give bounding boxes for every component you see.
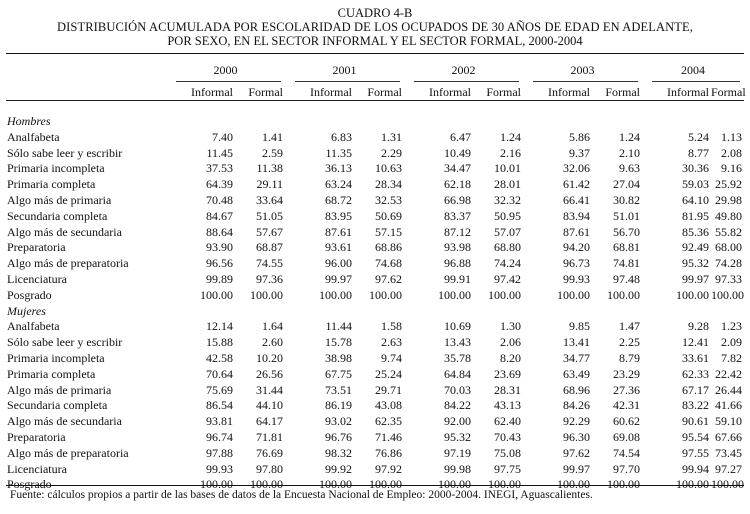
value-cell: 29.11 (256, 177, 283, 192)
value-cell: 100.00 (438, 477, 471, 492)
value-cell: 41.66 (715, 398, 743, 413)
sub-header-informal: Informal (429, 85, 471, 99)
value-cell: 57.67 (256, 224, 283, 239)
table-row (6, 240, 744, 256)
value-cell: 62.35 (375, 414, 402, 429)
value-cell: 99.91 (444, 271, 471, 286)
row-label: Posgrado (7, 287, 52, 302)
value-cell: 1.41 (262, 129, 283, 144)
value-cell: 10.20 (256, 350, 283, 365)
value-cell: 99.92 (325, 461, 352, 476)
year-underline (295, 81, 400, 82)
value-cell: 25.92 (715, 177, 743, 192)
value-cell: 93.98 (444, 240, 471, 255)
value-cell: 43.08 (375, 398, 402, 413)
value-cell: 97.62 (563, 445, 590, 460)
value-cell: 99.93 (206, 461, 233, 476)
value-cell: 10.01 (494, 161, 521, 176)
value-cell: 66.41 (563, 192, 590, 207)
value-cell: 63.24 (325, 177, 352, 192)
row-label: Posgrado (7, 477, 52, 492)
row-label: Sólo sabe leer y escribir (7, 335, 123, 350)
sub-header-informal: Informal (310, 85, 352, 99)
value-cell: 2.63 (381, 335, 402, 350)
value-cell: 61.42 (563, 177, 590, 192)
value-cell: 87.61 (563, 224, 590, 239)
value-cell: 22.42 (715, 366, 743, 381)
table-row (6, 414, 744, 430)
value-cell: 1.30 (500, 319, 521, 334)
value-cell: 68.00 (715, 240, 743, 255)
value-cell: 97.19 (444, 445, 471, 460)
value-cell: 71.81 (256, 429, 283, 444)
value-cell: 97.70 (613, 461, 640, 476)
source-footnote: Fuente: cálculos propios a partir de las bases de datos de la Encuesta Nacional de Empleo: 2000-2004. INEGI, Aguascalientes. (10, 489, 593, 501)
row-label: Analfabeta (7, 319, 60, 334)
sub-header-formal: Formal (711, 85, 746, 99)
table-title: DISTRIBUCIÓN ACUMULADA POR ESCOLARIDAD DE LOS OCUPADOS DE 30 AÑOS DE EDAD EN ADELANTE, (57, 20, 693, 34)
row-label: Analfabeta (7, 129, 60, 144)
value-cell: 93.81 (206, 414, 233, 429)
value-cell: 96.74 (206, 429, 233, 444)
value-cell: 28.34 (375, 177, 402, 192)
value-cell: 42.31 (613, 398, 640, 413)
value-cell: 35.78 (444, 350, 471, 365)
value-cell: 32.32 (494, 192, 521, 207)
value-cell: 67.75 (325, 366, 352, 381)
value-cell: 71.46 (375, 429, 402, 444)
value-cell: 34.77 (563, 350, 590, 365)
value-cell: 33.61 (682, 350, 709, 365)
value-cell: 100.00 (369, 287, 402, 302)
value-cell: 68.86 (375, 240, 402, 255)
value-cell: 62.40 (494, 414, 521, 429)
value-cell: 97.42 (494, 271, 521, 286)
table-row (6, 351, 744, 367)
value-cell: 100.00 (488, 287, 521, 302)
value-cell: 9.16 (721, 161, 743, 176)
value-cell: 2.60 (262, 335, 283, 350)
sub-header-formal: Formal (367, 85, 402, 99)
value-cell: 57.07 (494, 224, 521, 239)
value-cell: 26.56 (256, 366, 283, 381)
value-cell: 43.13 (494, 398, 521, 413)
value-cell: 96.76 (325, 429, 352, 444)
row-label: Sólo sabe leer y escribir (7, 145, 123, 160)
value-cell: 1.64 (262, 319, 283, 334)
value-cell: 55.82 (715, 224, 743, 239)
section-row (6, 114, 744, 130)
value-cell: 84.26 (563, 398, 590, 413)
value-cell: 97.88 (206, 445, 233, 460)
data-table (6, 114, 744, 493)
sub-header-informal: Informal (191, 85, 233, 99)
value-cell: 68.96 (563, 382, 590, 397)
value-cell: 2.16 (500, 145, 521, 160)
value-cell: 96.88 (444, 256, 471, 271)
year-header-2000: 2000 (213, 63, 238, 77)
value-cell: 69.08 (613, 429, 640, 444)
value-cell: 57.15 (375, 224, 402, 239)
value-cell: 34.47 (444, 161, 471, 176)
value-cell: 100.00 (200, 477, 233, 492)
value-cell: 99.97 (563, 461, 590, 476)
row-label: Algo más de primaria (7, 382, 112, 397)
value-cell: 5.86 (569, 129, 590, 144)
value-cell: 100.00 (607, 477, 640, 492)
value-cell: 64.10 (682, 192, 709, 207)
value-cell: 30.82 (613, 192, 640, 207)
value-cell: 74.54 (613, 445, 640, 460)
value-cell: 70.43 (494, 429, 521, 444)
row-label: Licenciatura (7, 271, 67, 286)
year-header-2002: 2002 (451, 63, 476, 77)
value-cell: 87.12 (444, 224, 471, 239)
sub-header-informal: Informal (667, 85, 709, 99)
value-cell: 2.25 (619, 335, 640, 350)
value-cell: 99.93 (563, 271, 590, 286)
value-cell: 99.97 (682, 271, 709, 286)
value-cell: 67.17 (682, 382, 709, 397)
value-cell: 100.00 (488, 477, 521, 492)
value-cell: 92.29 (563, 414, 590, 429)
value-cell: 99.97 (325, 271, 352, 286)
table-number: CUADRO 4-B (337, 6, 413, 20)
value-cell: 10.49 (444, 145, 471, 160)
value-cell: 11.44 (325, 319, 352, 334)
value-cell: 9.37 (569, 145, 590, 160)
value-cell: 9.85 (569, 319, 590, 334)
value-cell: 31.44 (256, 382, 283, 397)
value-cell: 6.83 (331, 129, 352, 144)
row-label: Secundaria completa (7, 398, 108, 413)
value-cell: 100.00 (711, 287, 744, 302)
value-cell: 96.00 (325, 256, 352, 271)
value-cell: 2.59 (262, 145, 283, 160)
row-label: Algo más de primaria (7, 192, 112, 207)
value-cell: 96.73 (563, 256, 590, 271)
value-cell: 68.81 (613, 240, 640, 255)
value-cell: 87.61 (325, 224, 352, 239)
value-cell: 1.58 (381, 319, 402, 334)
value-cell: 74.81 (613, 256, 640, 271)
row-label: Preparatoria (7, 429, 66, 444)
table-body (6, 114, 744, 493)
value-cell: 2.06 (500, 335, 521, 350)
value-cell: 83.22 (682, 398, 709, 413)
table-row (6, 161, 744, 177)
value-cell: 100.00 (319, 477, 352, 492)
year-header-2001: 2001 (332, 63, 357, 77)
table-row (6, 367, 744, 383)
section-label: Hombres (7, 114, 51, 128)
value-cell: 30.36 (682, 161, 709, 176)
value-cell: 25.24 (375, 366, 402, 381)
value-cell: 33.64 (256, 192, 283, 207)
value-cell: 100.00 (557, 287, 590, 302)
value-cell: 94.20 (563, 240, 590, 255)
value-cell: 50.95 (494, 208, 521, 223)
value-cell: 86.54 (206, 398, 233, 413)
value-cell: 97.75 (494, 461, 521, 476)
value-cell: 95.32 (682, 256, 709, 271)
table-row (6, 288, 744, 304)
value-cell: 100.00 (200, 287, 233, 302)
value-cell: 100.00 (438, 287, 471, 302)
sub-header-formal: Formal (605, 85, 640, 99)
table-row (6, 398, 744, 414)
value-cell: 38.98 (325, 350, 352, 365)
row-label: Algo más de secundaria (7, 414, 122, 429)
value-cell: 9.74 (381, 350, 402, 365)
row-label: Primaria completa (7, 177, 96, 192)
value-cell: 97.27 (715, 461, 743, 476)
year-underline (533, 81, 638, 82)
value-cell: 76.69 (256, 445, 283, 460)
value-cell: 83.95 (325, 208, 352, 223)
value-cell: 56.70 (613, 224, 640, 239)
value-cell: 23.29 (613, 366, 640, 381)
table-row (6, 335, 744, 351)
value-cell: 15.88 (206, 335, 233, 350)
value-cell: 62.33 (682, 366, 709, 381)
value-cell: 73.45 (715, 445, 743, 460)
value-cell: 11.35 (325, 145, 352, 160)
table-row (6, 177, 744, 193)
value-cell: 66.98 (444, 192, 471, 207)
value-cell: 74.24 (494, 256, 521, 271)
value-cell: 29.71 (375, 382, 402, 397)
value-cell: 32.53 (375, 192, 402, 207)
value-cell: 93.61 (325, 240, 352, 255)
table-row (6, 272, 744, 288)
value-cell: 67.66 (715, 429, 743, 444)
value-cell: 100.00 (250, 477, 283, 492)
value-cell: 13.43 (444, 335, 471, 350)
value-cell: 70.03 (444, 382, 471, 397)
value-cell: 9.28 (688, 319, 709, 334)
table-row (6, 130, 744, 146)
value-cell: 68.80 (494, 240, 521, 255)
value-cell: 81.95 (682, 208, 709, 223)
value-cell: 97.48 (613, 271, 640, 286)
row-label: Licenciatura (7, 461, 67, 476)
value-cell: 9.63 (619, 161, 640, 176)
value-cell: 6.47 (450, 129, 471, 144)
value-cell: 86.19 (325, 398, 352, 413)
value-cell: 12.14 (206, 319, 233, 334)
value-cell: 99.98 (444, 461, 471, 476)
row-label: Algo más de preparatoria (7, 445, 129, 460)
row-label: Secundaria completa (7, 208, 108, 223)
value-cell: 64.84 (444, 366, 471, 381)
row-label: Preparatoria (7, 240, 66, 255)
value-cell: 2.08 (721, 145, 743, 160)
table-row (6, 225, 744, 241)
year-underline (176, 81, 281, 82)
value-cell: 100.00 (250, 287, 283, 302)
value-cell: 2.29 (381, 145, 402, 160)
value-cell: 36.13 (325, 161, 352, 176)
value-cell: 84.22 (444, 398, 471, 413)
value-cell: 1.47 (619, 319, 640, 334)
value-cell: 74.68 (375, 256, 402, 271)
value-cell: 98.32 (325, 445, 352, 460)
section-label: Mujeres (7, 303, 46, 318)
value-cell: 93.90 (206, 240, 233, 255)
value-cell: 63.49 (563, 366, 590, 381)
value-cell: 1.23 (721, 319, 743, 334)
value-cell: 59.10 (715, 414, 743, 429)
sub-header-formal: Formal (486, 85, 521, 99)
value-cell: 11.45 (206, 145, 233, 160)
value-cell: 97.92 (375, 461, 402, 476)
value-cell: 92.49 (682, 240, 709, 255)
table-row (6, 193, 744, 209)
value-cell: 97.62 (375, 271, 402, 286)
row-label: Algo más de secundaria (7, 224, 122, 239)
value-cell: 95.32 (444, 429, 471, 444)
value-cell: 96.56 (206, 256, 233, 271)
value-cell: 85.36 (682, 224, 709, 239)
value-cell: 100.00 (369, 477, 402, 492)
row-label: Primaria incompleta (7, 350, 105, 365)
value-cell: 32.06 (563, 161, 590, 176)
value-cell: 100.00 (607, 287, 640, 302)
sub-header-informal: Informal (548, 85, 590, 99)
year-header-2004: 2004 (681, 63, 705, 77)
header-bottom-rule (6, 100, 744, 101)
value-cell: 51.05 (256, 208, 283, 223)
value-cell: 64.17 (256, 414, 283, 429)
table-row (6, 430, 744, 446)
sub-header-formal: Formal (248, 85, 283, 99)
value-cell: 59.03 (682, 177, 709, 192)
top-rule (6, 53, 744, 54)
table-row (6, 462, 744, 478)
value-cell: 99.94 (682, 461, 709, 476)
value-cell: 51.01 (613, 208, 640, 223)
value-cell: 68.72 (325, 192, 352, 207)
value-cell: 96.30 (563, 429, 590, 444)
value-cell: 74.28 (715, 256, 743, 271)
value-cell: 8.20 (500, 350, 521, 365)
value-cell: 100.00 (676, 477, 709, 492)
value-cell: 83.37 (444, 208, 471, 223)
value-cell: 42.58 (206, 350, 233, 365)
value-cell: 28.31 (494, 382, 521, 397)
value-cell: 97.33 (715, 271, 743, 286)
value-cell: 37.53 (206, 161, 233, 176)
value-cell: 75.69 (206, 382, 233, 397)
year-underline (414, 81, 519, 82)
value-cell: 26.44 (715, 382, 743, 397)
value-cell: 27.04 (613, 177, 640, 192)
value-cell: 70.64 (206, 366, 233, 381)
table-row (6, 319, 744, 335)
value-cell: 23.69 (494, 366, 521, 381)
value-cell: 44.10 (256, 398, 283, 413)
value-cell: 83.94 (563, 208, 590, 223)
value-cell: 28.01 (494, 177, 521, 192)
value-cell: 70.48 (206, 192, 233, 207)
value-cell: 7.82 (721, 350, 743, 365)
value-cell: 100.00 (319, 287, 352, 302)
value-cell: 76.86 (375, 445, 402, 460)
row-label: Primaria incompleta (7, 161, 105, 176)
value-cell: 95.54 (682, 429, 709, 444)
value-cell: 84.67 (206, 208, 233, 223)
value-cell: 97.36 (256, 271, 283, 286)
value-cell: 1.31 (381, 129, 402, 144)
value-cell: 1.24 (619, 129, 640, 144)
table-row (6, 383, 744, 399)
value-cell: 1.13 (721, 129, 743, 144)
value-cell: 99.89 (206, 271, 233, 286)
value-cell: 7.40 (212, 129, 233, 144)
value-cell: 5.24 (688, 129, 709, 144)
year-underline (652, 81, 740, 82)
row-label: Primaria completa (7, 366, 96, 381)
table-row (6, 446, 744, 462)
section-row (6, 304, 744, 320)
table-subtitle: POR SEXO, EN EL SECTOR INFORMAL Y EL SECTOR FORMAL, 2000-2004 (167, 34, 583, 48)
value-cell: 49.80 (715, 208, 743, 223)
value-cell: 62.18 (444, 177, 471, 192)
value-cell: 10.63 (375, 161, 402, 176)
value-cell: 8.79 (619, 350, 640, 365)
value-cell: 73.51 (325, 382, 352, 397)
value-cell: 29.98 (715, 192, 743, 207)
value-cell: 15.78 (325, 335, 352, 350)
value-cell: 100.00 (557, 477, 590, 492)
bottom-rule (6, 485, 744, 486)
value-cell: 12.41 (682, 335, 709, 350)
value-cell: 1.24 (500, 129, 521, 144)
value-cell: 74.55 (256, 256, 283, 271)
value-cell: 60.62 (613, 414, 640, 429)
value-cell: 88.64 (206, 224, 233, 239)
value-cell: 8.77 (688, 145, 709, 160)
value-cell: 97.55 (682, 445, 709, 460)
value-cell: 100.00 (711, 477, 744, 492)
value-cell: 50.69 (375, 208, 402, 223)
table-row (6, 209, 744, 225)
value-cell: 100.00 (676, 287, 709, 302)
value-cell: 13.41 (563, 335, 590, 350)
value-cell: 92.00 (444, 414, 471, 429)
value-cell: 2.10 (619, 145, 640, 160)
value-cell: 68.87 (256, 240, 283, 255)
value-cell: 11.38 (256, 161, 283, 176)
value-cell: 2.09 (721, 335, 743, 350)
value-cell: 97.80 (256, 461, 283, 476)
year-header-2003: 2003 (570, 63, 595, 77)
value-cell: 27.36 (613, 382, 640, 397)
value-cell: 90.61 (682, 414, 709, 429)
value-cell: 10.69 (444, 319, 471, 334)
value-cell: 93.02 (325, 414, 352, 429)
table-row (6, 146, 744, 162)
value-cell: 75.08 (494, 445, 521, 460)
value-cell: 64.39 (206, 177, 233, 192)
table-row (6, 256, 744, 272)
row-label: Algo más de preparatoria (7, 256, 129, 271)
